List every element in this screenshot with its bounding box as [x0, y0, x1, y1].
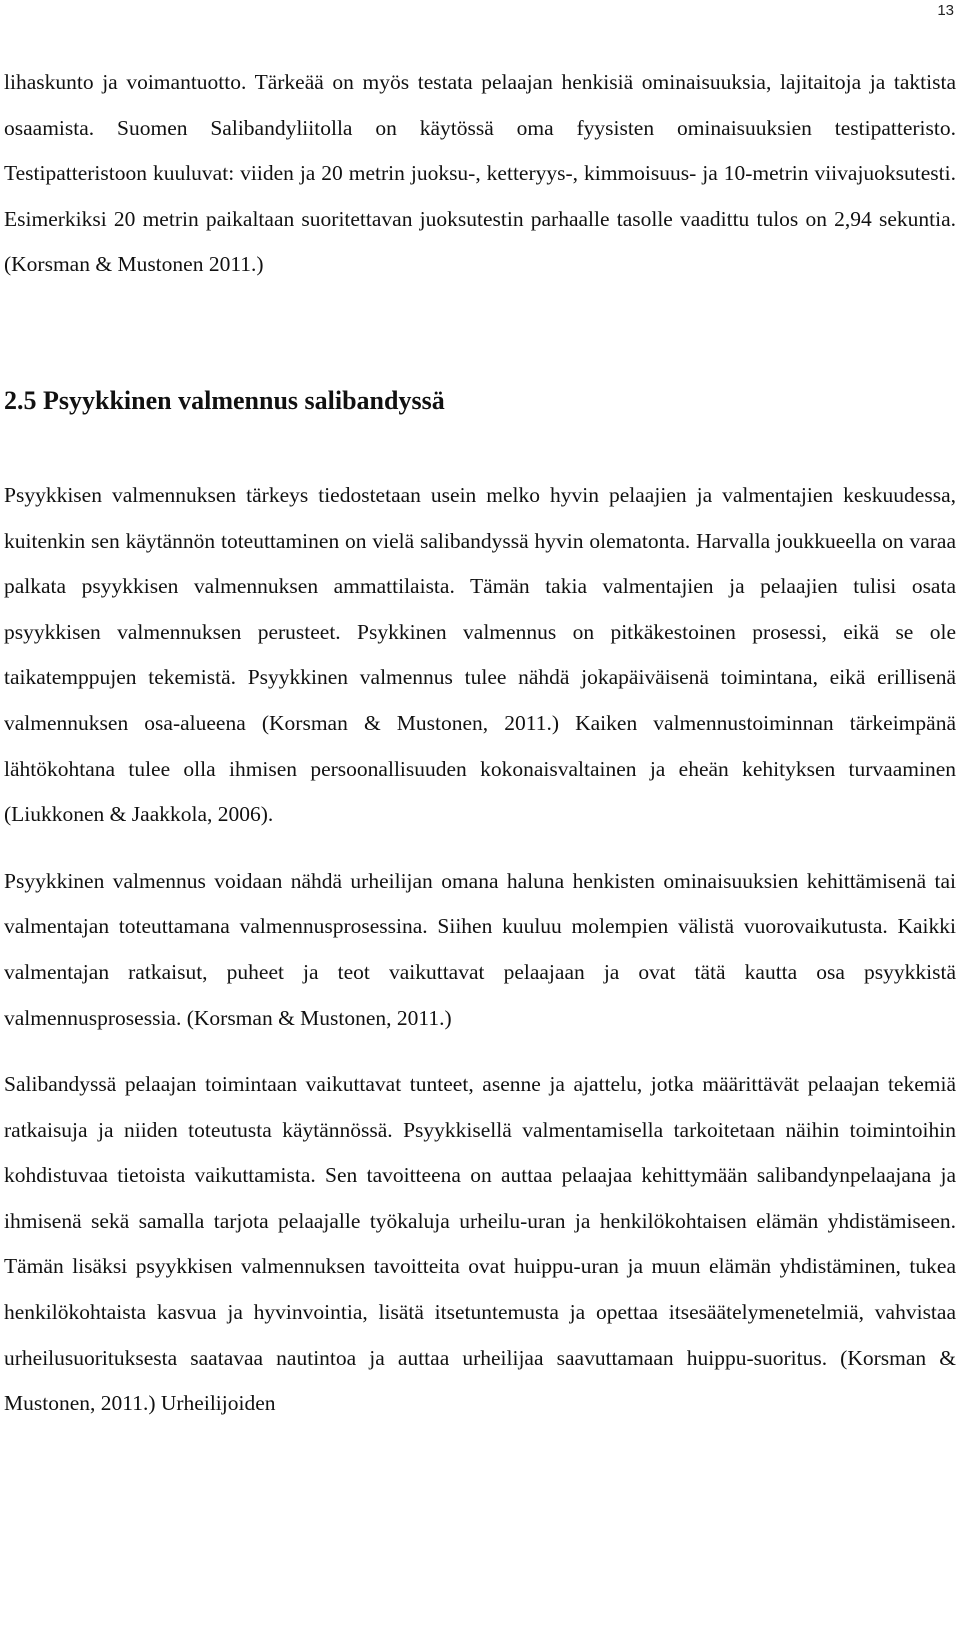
spacer	[4, 838, 956, 859]
document-body	[4, 60, 956, 1427]
body-paragraph-3: Salibandyssä pelaajan toimintaan vaikuttavat tunteet, asenne ja ajattelu, jotka määrittävät pelaajan tekemiä ratkaisuja ja niiden toteutusta käytännössä. Psyykkisellä valmentamisella tarkoitetaan näihin toimintoihin kohdistuvaa tietoista vaikuttamista. Sen tavoitteena on auttaa pelaajaa kehittymään salibandynpelaajana ja ihmisenä sekä samalla tarjota pelaajalle työkaluja urheilu-uran ja henkilökohtaisen elämän yhdistämiseen. Tämän lisäksi psyykkisen valmennuksen tavoitteita ovat huippu-uran ja muun elämän yhdistäminen, tukea henkilökohtaista kasvua ja hyvinvointia, lisätä itsetuntemusta ja opettaa itsesäätelymenetelmiä, vahvistaa urheilusuorituksesta saatavaa nautintoa ja auttaa urheilijaa saavuttamaan huippu-suoritus. (Korsman & Mustonen, 2011.) Urheilijoiden	[4, 1072, 956, 1416]
spacer	[4, 421, 956, 473]
section-heading: 2.5 Psyykkinen valmennus salibandyssä	[4, 385, 445, 415]
page-number: 13	[937, 2, 954, 19]
body-paragraph-1: Psyykkisen valmennuksen tärkeys tiedostetaan usein melko hyvin pelaajien ja valmentajien keskuudessa, kuitenkin sen käytännön toteuttaminen on vielä salibandyssä hyvin olematonta. Harvalla joukkueella on varaa palkata psyykkisen valmennuksen ammattilaista. Tämän takia valmentajien ja pelaajien tulisi osata psyykkisen valmennuksen perusteet. Psykkinen valmennus on pitkäkestoinen prosessi, eikä se ole taikatemppujen tekemistä. Psyykkinen valmennus tulee nähdä jokapäiväisenä toimintana, eikä erillisenä valmennuksen osa-alueena (Korsman & Mustonen, 2011.) Kaiken valmennustoiminnan tärkeimpänä lähtökohtana tulee olla ihmisen persoonallisuuden kokonaisvaltainen ja eheän kehityksen turvaaminen (Liukkonen & Jaakkola, 2006).	[4, 482, 956, 827]
body-paragraph-2: Psyykkinen valmennus voidaan nähdä urheilijan omana haluna henkisten ominaisuuksien kehittämisenä tai valmentajan toteuttamana valmennusprosessina. Siihen kuuluu molempien välistä vuorovaikutusta. Kaikki valmentajan ratkaisut, puheet ja teot vaikuttavat pelaajaan ja ovat tätä kautta osa psyykkistä valmennusprosessia. (Korsman & Mustonen, 2011.)	[4, 868, 956, 1030]
intro-paragraph: lihaskunto ja voimantuotto. Tärkeää on myös testata pelaajan henkisiä ominaisuuksia, lajitaitoja ja taktista osaamista. Suomen Salibandyliitolla on käytössä oma fyysisten ominaisuuksien testipatteristo. Testipatteristoon kuuluvat: viiden ja 20 metrin juoksu-, ketteryys-, kimmoisuus- ja 10-metrin viivajuoksutesti. Esimerkiksi 20 metrin paikaltaan suoritettavan juoksutestin parhaalle tasolle vaadittu tulos on 2,94 sekuntia. (Korsman & Mustonen 2011.)	[4, 70, 956, 277]
spacer	[4, 288, 956, 381]
spacer	[4, 1041, 956, 1062]
